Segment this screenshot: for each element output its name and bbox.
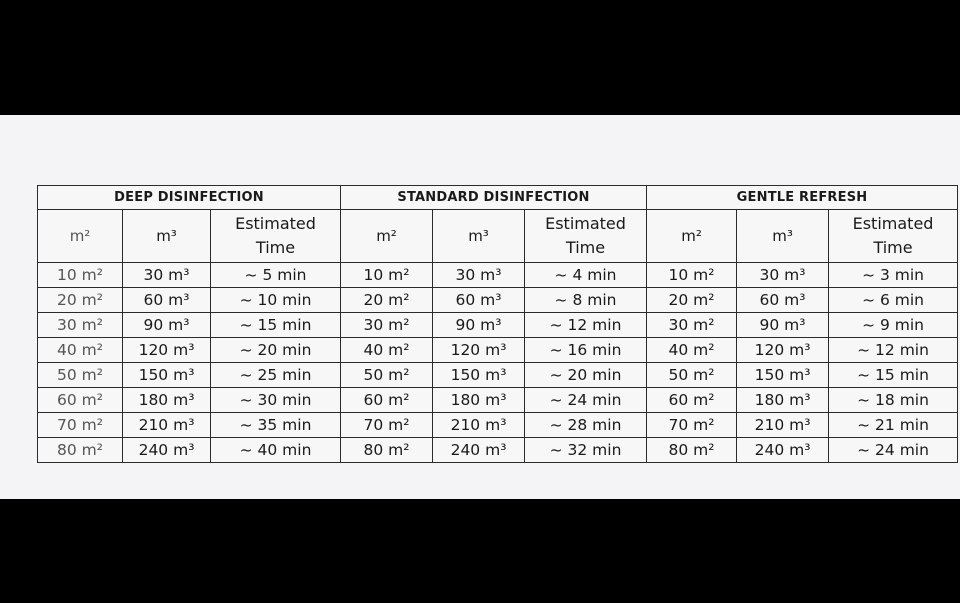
column-header-estimated-time: [525, 210, 647, 263]
cell-area: 80 m²: [38, 438, 123, 463]
cell-area: 20 m²: [341, 288, 433, 313]
cell-volume: 150 m³: [737, 363, 829, 388]
column-header-area: m²: [647, 210, 737, 263]
group-title: GENTLE REFRESH: [647, 186, 958, 210]
cell-volume: 240 m³: [433, 438, 525, 463]
group-title: DEEP DISINFECTION: [38, 186, 341, 210]
cell-volume: 90 m³: [737, 313, 829, 338]
table-row: [38, 338, 958, 363]
group-title: STANDARD DISINFECTION: [341, 186, 647, 210]
cell-volume: 180 m³: [123, 388, 211, 413]
cell-volume: 150 m³: [433, 363, 525, 388]
cell-volume: 90 m³: [433, 313, 525, 338]
disinfection-time-table: [37, 185, 958, 463]
cell-area: 70 m²: [341, 413, 433, 438]
paper-sheet: [0, 115, 960, 499]
cell-time: ~ 40 min: [211, 438, 341, 463]
cell-time: ~ 15 min: [211, 313, 341, 338]
cell-area: 60 m²: [341, 388, 433, 413]
cell-time: ~ 25 min: [211, 363, 341, 388]
column-header-time-line1: Estimated: [545, 214, 626, 233]
cell-area: 30 m²: [647, 313, 737, 338]
cell-time: ~ 28 min: [525, 413, 647, 438]
cell-area: 40 m²: [341, 338, 433, 363]
cell-area: 40 m²: [38, 338, 123, 363]
cell-area: 70 m²: [647, 413, 737, 438]
cell-volume: 240 m³: [737, 438, 829, 463]
cell-area: 50 m²: [341, 363, 433, 388]
cell-volume: 180 m³: [737, 388, 829, 413]
table-row: [38, 438, 958, 463]
cell-volume: 210 m³: [433, 413, 525, 438]
table-row: [38, 263, 958, 288]
cell-time: ~ 3 min: [829, 263, 958, 288]
column-header-time-line1: Estimated: [852, 214, 934, 233]
cell-time: ~ 15 min: [829, 363, 958, 388]
cell-time: ~ 32 min: [525, 438, 647, 463]
table-row: [38, 288, 958, 313]
cell-time: ~ 35 min: [211, 413, 341, 438]
cell-area: 80 m²: [341, 438, 433, 463]
cell-area: 40 m²: [647, 338, 737, 363]
cell-area: 70 m²: [38, 413, 123, 438]
cell-volume: 210 m³: [737, 413, 829, 438]
cell-time: ~ 20 min: [211, 338, 341, 363]
column-header-time-line2: Time: [255, 238, 296, 257]
cell-area: 60 m²: [647, 388, 737, 413]
column-header-time-line1: Estimated: [235, 214, 316, 233]
cell-volume: 240 m³: [123, 438, 211, 463]
cell-area: 10 m²: [341, 263, 433, 288]
table-row: [38, 413, 958, 438]
cell-area: 50 m²: [647, 363, 737, 388]
cell-time: ~ 16 min: [525, 338, 647, 363]
group-header-row: [38, 186, 958, 210]
cell-time: ~ 5 min: [211, 263, 341, 288]
cell-area: 10 m²: [647, 263, 737, 288]
cell-volume: 60 m³: [737, 288, 829, 313]
cell-volume: 90 m³: [123, 313, 211, 338]
cell-area: 80 m²: [647, 438, 737, 463]
cell-volume: 30 m³: [433, 263, 525, 288]
column-header-area: m²: [38, 210, 123, 263]
table-body: [38, 263, 958, 463]
column-header-estimated-time: [211, 210, 341, 263]
cell-volume: 120 m³: [737, 338, 829, 363]
column-header-volume: m³: [123, 210, 211, 263]
cell-area: 50 m²: [38, 363, 123, 388]
table-row: [38, 363, 958, 388]
cell-area: 60 m²: [38, 388, 123, 413]
cell-time: ~ 21 min: [829, 413, 958, 438]
cell-time: ~ 10 min: [211, 288, 341, 313]
column-header-volume: m³: [737, 210, 829, 263]
cell-area: 30 m²: [341, 313, 433, 338]
cell-volume: 60 m³: [123, 288, 211, 313]
cell-time: ~ 24 min: [525, 388, 647, 413]
cell-time: ~ 8 min: [525, 288, 647, 313]
cell-volume: 60 m³: [433, 288, 525, 313]
cell-time: ~ 9 min: [829, 313, 958, 338]
cell-time: ~ 24 min: [829, 438, 958, 463]
cell-time: ~ 30 min: [211, 388, 341, 413]
cell-area: 30 m²: [38, 313, 123, 338]
cell-time: ~ 12 min: [829, 338, 958, 363]
cell-time: ~ 18 min: [829, 388, 958, 413]
column-header-time-line2: Time: [873, 238, 913, 257]
cell-volume: 30 m³: [123, 263, 211, 288]
column-header-estimated-time: [829, 210, 958, 263]
cell-time: ~ 20 min: [525, 363, 647, 388]
cell-volume: 180 m³: [433, 388, 525, 413]
table-row: [38, 313, 958, 338]
cell-volume: 210 m³: [123, 413, 211, 438]
column-header-volume: m³: [433, 210, 525, 263]
cell-time: ~ 6 min: [829, 288, 958, 313]
cell-volume: 150 m³: [123, 363, 211, 388]
column-header-area: m²: [341, 210, 433, 263]
cell-time: ~ 4 min: [525, 263, 647, 288]
cell-volume: 120 m³: [433, 338, 525, 363]
cell-volume: 30 m³: [737, 263, 829, 288]
column-header-time-line2: Time: [565, 238, 606, 257]
cell-area: 20 m²: [38, 288, 123, 313]
column-header-row: [38, 210, 958, 263]
table-row: [38, 388, 958, 413]
cell-area: 10 m²: [38, 263, 123, 288]
cell-time: ~ 12 min: [525, 313, 647, 338]
cell-volume: 120 m³: [123, 338, 211, 363]
cell-area: 20 m²: [647, 288, 737, 313]
